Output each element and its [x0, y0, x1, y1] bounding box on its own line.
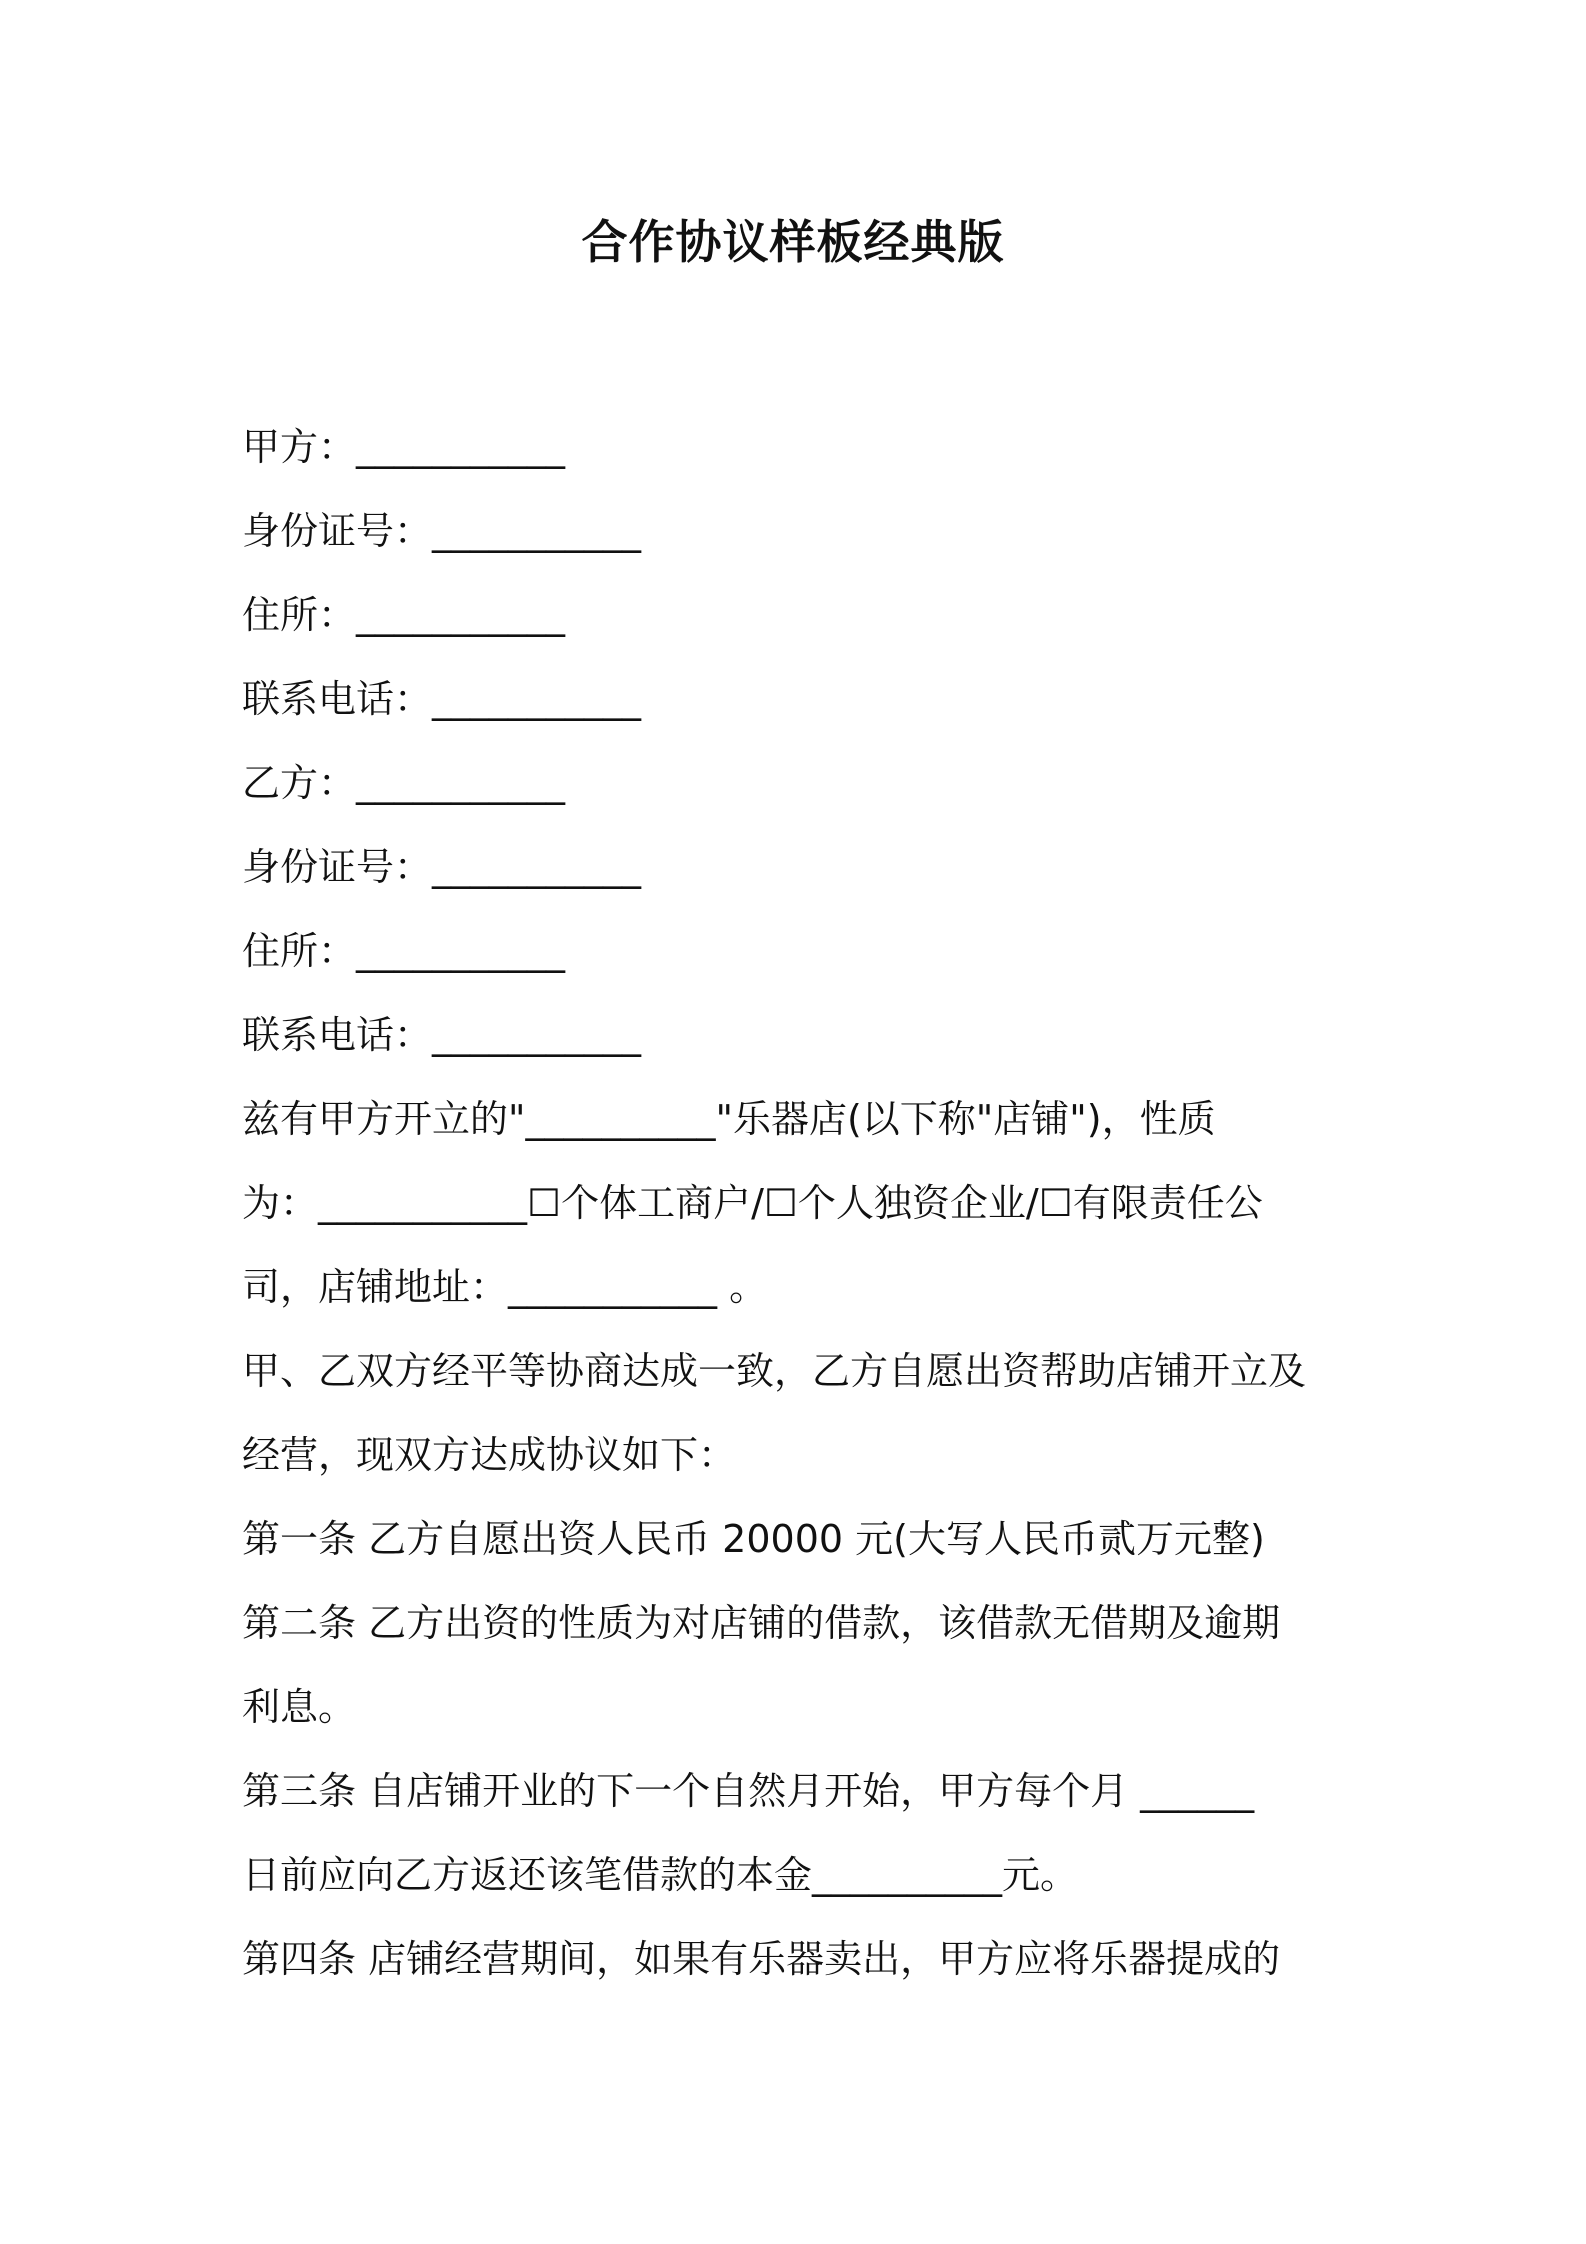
document-body	[242, 405, 1352, 2001]
store-intro-line-1: 兹有甲方开立的"__________"乐器店(以下称"店铺")，性质	[242, 1097, 1216, 1141]
article-3-line-1: 第三条 自店铺开业的下一个自然月开始，甲方每个月 ______	[242, 1769, 1255, 1813]
article-2-line-2: 利息。	[242, 1685, 357, 1729]
agreement-preamble-line-1: 甲、乙双方经平等协商达成一致，乙方自愿出资帮助店铺开立及	[242, 1349, 1307, 1393]
party-a-address-line: 住所：___________	[242, 593, 566, 637]
party-b-phone-line: 联系电话：___________	[242, 1013, 642, 1057]
party-a-name-line: 甲方：___________	[242, 425, 566, 469]
document-title: 合作协议样板经典版	[581, 215, 1005, 269]
article-1-line: 第一条 乙方自愿出资人民币 20000 元(大写人民币贰万元整)	[242, 1517, 1265, 1561]
article-2-line-1: 第二条 乙方出资的性质为对店铺的借款，该借款无借期及逾期	[242, 1601, 1281, 1645]
party-b-id-line: 身份证号：___________	[242, 845, 642, 889]
party-b-address-line: 住所：___________	[242, 929, 566, 973]
store-intro-line-2: 为：___________☐个体工商户/☐个人独资企业/☐有限责任公	[242, 1181, 1263, 1225]
party-b-name-line: 乙方：___________	[242, 761, 566, 805]
article-3-line-2: 日前应向乙方返还该笔借款的本金__________元。	[242, 1853, 1079, 1897]
party-a-phone-line: 联系电话：___________	[242, 677, 642, 721]
store-intro-line-3: 司，店铺地址：___________ 。	[242, 1265, 768, 1309]
article-4-line-1: 第四条 店铺经营期间，如果有乐器卖出，甲方应将乐器提成的	[242, 1937, 1281, 1981]
agreement-preamble-line-2: 经营，现双方达成协议如下：	[242, 1433, 737, 1477]
party-a-id-line: 身份证号：___________	[242, 509, 642, 553]
